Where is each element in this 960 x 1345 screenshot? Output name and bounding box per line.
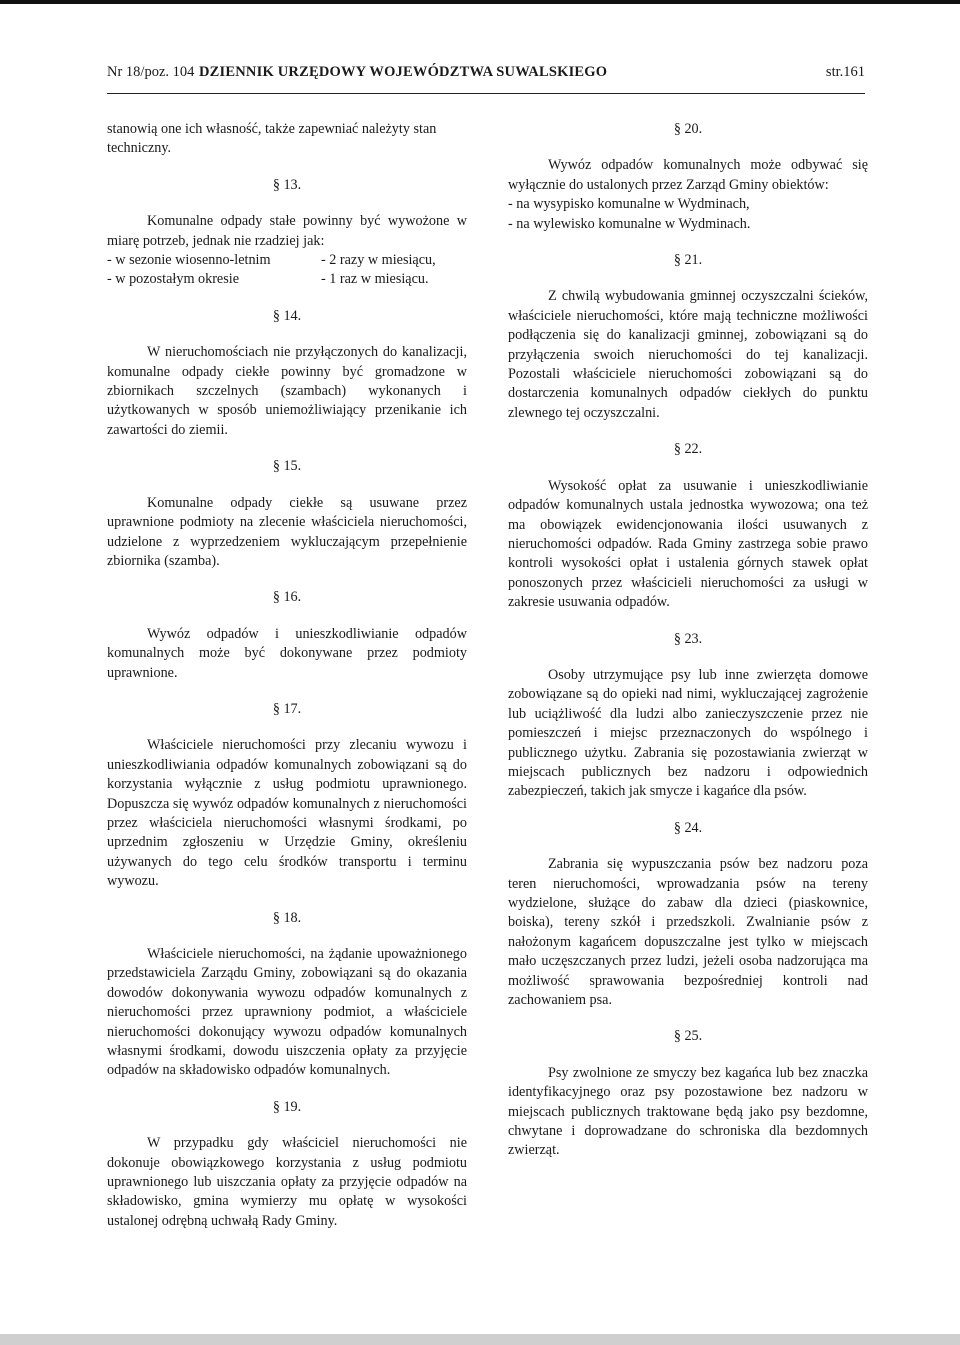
frequency-label: - w sezonie wiosenno-letnim <box>107 252 271 269</box>
section-14 <box>107 307 467 440</box>
section-heading: § 13. <box>272 176 302 193</box>
section-text: Właściciele nieruchomości przy zlecaniu wywozu i unieszkodliwiania odpadów komunalnych zobowiązani są do korzystania wyłącznie z usług podmiotu uprawnionego. Dopuszcza się wywóz odpadów komunalnych z nieruchomości przez właściciela nieruchomości własnymi środkami, po uprzednim zgłoszeniu w Urzędzie Gminy, określeniu używanych do tego celu środków transportu i terminu wywozu. <box>107 737 467 890</box>
section-heading: § 24. <box>673 819 703 836</box>
section-text: W przypadku gdy właściciel nieruchomości nie dokonuje obowiązkowego korzystania z usług podmiotu uprawnionego lub uiszczania opłaty za przyjęcie odpadów na składowisko, gmina wymierzy mu opłatę w wysokości ustalonej odrębną uchwałą Rady Gminy. <box>107 1135 467 1229</box>
frequency-row <box>107 251 467 270</box>
section-heading: § 23. <box>673 630 703 647</box>
page-number: str.161 <box>825 64 865 80</box>
section-heading: § 16. <box>272 589 302 606</box>
section-heading: § 25. <box>673 1028 703 1045</box>
section-20 <box>508 120 868 234</box>
frequency-value: - 2 razy w miesiącu, <box>321 252 436 269</box>
section-text: Komunalne odpady stałe powinny być wywożone w miarę potrzeb, jednak nie rzadziej jak: <box>107 213 467 249</box>
section-22 <box>508 440 868 612</box>
frequency-label: - w pozostałym okresie <box>107 271 239 288</box>
section-text: W nieruchomościach nie przyłączonych do kanalizacji, komunalne odpady ciekłe powinny być gromadzone w zbiornikach szczelnych (szambach) wykonanych i użytkowanych w sposób uniemożliwiający przenikanie ich zawartości do ziemii. <box>107 344 467 438</box>
section-heading: § 21. <box>673 252 703 269</box>
left-column <box>107 120 467 1248</box>
section-text: Wywóz odpadów komunalnych może odbywać się wyłącznie do ustalonych przez Zarząd Gminy obiektów: <box>508 157 868 193</box>
list-item: - na wylewisko komunalne w Wydminach. <box>508 215 751 232</box>
section-text: Osoby utrzymujące psy lub inne zwierzęta domowe zobowiązane są do opieki nad nimi, wykluczającej zagrożenie lub uciążliwość dla ludzi albo zanieczyszczenie przez nie pomieszczeń i miejsc przeznaczonych do wspólnego i publicznego użytku. Zabrania się pozostawiania zwierząt w miejscach publicznych bez nadzoru i odpowiednich zabezpieczeń, takich jak smycze i kagańce dla psów. <box>508 666 868 800</box>
section-16 <box>107 588 467 683</box>
frequency-value: - 1 raz w miesiącu. <box>321 271 429 288</box>
section-text: Psy zwolnione ze smyczy bez kagańca lub bez znaczka identyfikacyjnego oraz psy pozostawione bez nadzoru w miejscach publicznych traktowane będą jako psy bezdomne, chwytane i doprowadzane do schroniska dla bezdomnych zwierząt. <box>508 1064 868 1159</box>
section-text: Z chwilą wybudowania gminnej oczyszczalni ścieków, właściciele nieruchomości, które mają techniczne możliwości podłączenia się do kanalizacji gminnej, zobowiązani są do przyłączenia swoich nieruchomości do tej kanalizacji. Pozostali właściciele nieruchomości zobowiązani są do dostarczenia komunalnych odpadów ciekłych do punktu zlewnego tej oczyszczalni. <box>508 288 868 421</box>
section-24 <box>508 819 868 1011</box>
section-23 <box>508 630 868 802</box>
facility-list <box>508 195 868 234</box>
section-heading: § 20. <box>673 121 703 137</box>
issue-number: Nr 18/poz. 104 <box>107 64 195 80</box>
section-heading: § 18. <box>272 909 302 926</box>
section-19 <box>107 1098 467 1231</box>
section-heading: § 22. <box>673 441 703 458</box>
right-column <box>508 120 868 1178</box>
continuation-paragraph <box>107 120 467 159</box>
section-heading: § 17. <box>272 700 302 717</box>
section-21 <box>508 251 868 423</box>
continuation-text: stanowią one ich własność, także zapewniać należyty stan techniczny. <box>107 121 437 157</box>
header-divider <box>107 93 865 94</box>
section-18 <box>107 909 467 1081</box>
section-text: Komunalne odpady ciekłe są usuwane przez uprawnione podmioty na zlecenie właściciela nieruchomości, udzielone z wyprzedzeniem wykluczającym przepełnienie zbiornika (szamba). <box>107 494 467 569</box>
section-15 <box>107 457 467 571</box>
section-13 <box>107 176 467 290</box>
list-item: - na wysypisko komunalne w Wydminach, <box>508 196 750 213</box>
section-heading: § 19. <box>272 1098 302 1115</box>
top-border <box>0 0 960 4</box>
section-text: Właściciele nieruchomości, na żądanie upoważnionego przedstawiciela Zarządu Gminy, zobowiązani są do okazania dowodów dokonywania wywozu odpadów komunalnych z nieruchomości przez uprawniony podmiot, a właściciele nieruchomości dokonujący wywozu odpadów komunalnych własnymi środkami, dowodu uiszczenia opłaty za przyjęcie odpadów na składowisko odpadów komunalnych. <box>107 946 467 1079</box>
section-text: Wywóz odpadów i unieszkodliwianie odpadów komunalnych może być dokonywane przez podmioty uprawnione. <box>107 625 467 681</box>
section-text: Wysokość opłat za usuwanie i unieszkodliwianie odpadów komunalnych ustala jednostka wywozowa; ona też ma obowiązek ewidencjonowania ilości usuwanych z nieruchomości odpadów. Rada Gminy zastrzega sobie prawo kontroli wysokości opłat i ustalenia górnych stawek opłat ponoszonych przez właścicieli nieruchomości za usługi w zakresie usuwania odpadów. <box>508 477 868 611</box>
section-text: Zabrania się wypuszczania psów bez nadzoru poza teren nieruchomości, wprowadzania psów na tereny wydzielone, służące do zabaw dla dzieci (piaskownice, boiska), tereny szkół i przedszkoli. Zwalnianie psów z nałożonym kagańcem dopuszczalne jest tylko w miejscach mało uczęszczanych przez ludzi, jeżeli osoba nadzorująca ma możliwość sprawowania bezpośredniej kontroli nad zachowaniem psa. <box>508 856 868 1009</box>
section-heading: § 15. <box>272 458 302 475</box>
section-25 <box>508 1027 868 1160</box>
section-17 <box>107 700 467 892</box>
frequency-row <box>107 270 467 289</box>
section-heading: § 14. <box>272 307 302 324</box>
page-header <box>107 64 865 88</box>
bottom-border <box>0 1334 960 1345</box>
journal-title: DZIENNIK URZĘDOWY WOJEWÓDZTWA SUWALSKIEGO <box>199 64 608 80</box>
